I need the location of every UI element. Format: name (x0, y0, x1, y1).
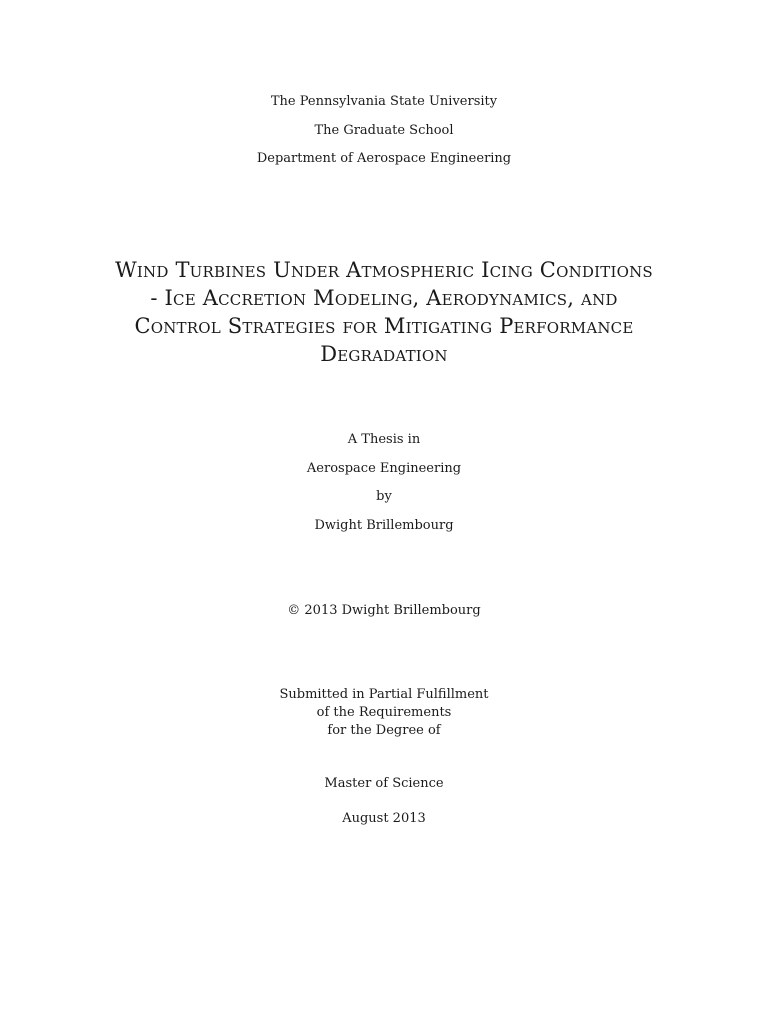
thesis-title-line-1: Wind Turbines Under Atmospheric Icing Conditions (115, 258, 653, 282)
thesis-title-line-2: - Ice Accretion Modeling, Aerodynamics, and (150, 286, 618, 310)
thesis-title-line-3: Control Strategies for Mitigating Performance (134, 314, 634, 338)
submission-line-1: Submitted in Partial Fulfillment (279, 687, 489, 702)
thesis-author: Dwight Brillembourg (314, 518, 454, 533)
submission-line-2: of the Requirements (316, 705, 452, 720)
department-name: Department of Aerospace Engineering (256, 151, 512, 166)
submission-line-3: for the Degree of (327, 723, 441, 738)
copyright-notice: © 2013 Dwight Brillembourg (287, 603, 481, 618)
degree-name: Master of Science (324, 776, 444, 791)
submission-date: August 2013 (342, 811, 426, 826)
thesis-type: A Thesis in (347, 432, 421, 447)
thesis-field: Aerospace Engineering (306, 461, 462, 476)
thesis-by: by (376, 489, 392, 504)
graduate-school: The Graduate School (314, 123, 454, 138)
university-name: The Pennsylvania State University (270, 94, 498, 109)
thesis-title-line-4: Degradation (320, 342, 448, 366)
